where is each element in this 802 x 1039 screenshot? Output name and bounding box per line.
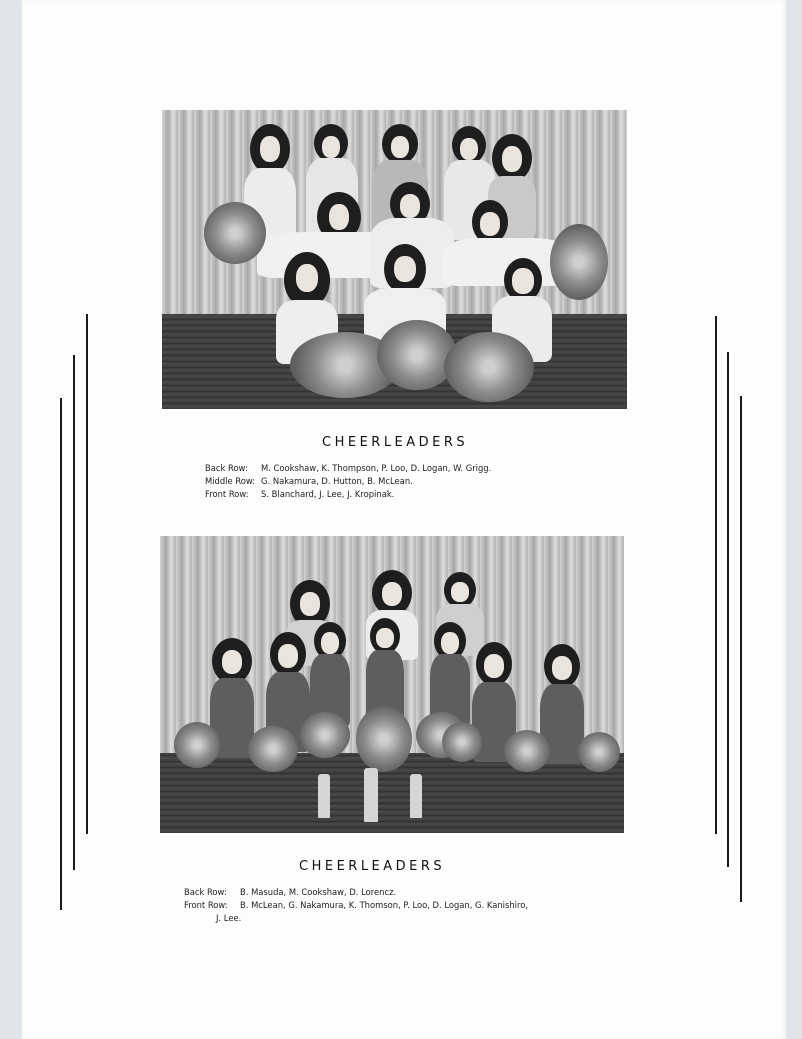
caption-front-row bbox=[205, 488, 491, 501]
caption-middle-row bbox=[205, 475, 491, 488]
trophy bbox=[318, 774, 330, 818]
caption-front-row bbox=[184, 899, 528, 912]
trophy bbox=[410, 774, 422, 818]
caption-names: S. Blanchard, J. Lee, J. Kropinak. bbox=[261, 489, 395, 499]
right-rule-2 bbox=[727, 352, 729, 867]
right-rule-3 bbox=[740, 396, 742, 902]
caption-names: B. McLean, G. Nakamura, K. Thomson, P. Loo, D. Logan, G. Kanishiro, bbox=[240, 900, 529, 910]
cheerleaders-photo-2 bbox=[160, 536, 624, 833]
caption-names: G. Nakamura, D. Hutton, B. McLean. bbox=[261, 476, 413, 486]
right-rule-1 bbox=[715, 316, 717, 834]
caption-names: J. Lee. bbox=[216, 913, 242, 923]
section-1-caption bbox=[205, 462, 491, 501]
left-rule-3 bbox=[60, 398, 62, 910]
section-1-title: CHEERLEADERS bbox=[322, 435, 469, 450]
trophy bbox=[364, 768, 378, 822]
caption-back-row bbox=[184, 886, 528, 899]
caption-label: Back Row: bbox=[205, 463, 248, 473]
caption-label: Middle Row: bbox=[205, 476, 256, 486]
caption-label: Front Row: bbox=[184, 900, 228, 910]
caption-names: M. Cookshaw, K. Thompson, P. Loo, D. Logan, W. Grigg. bbox=[261, 463, 492, 473]
section-2-title: CHEERLEADERS bbox=[299, 859, 446, 874]
left-rule-1 bbox=[86, 314, 88, 834]
caption-label: Front Row: bbox=[205, 489, 249, 499]
caption-names: B. Masuda, M. Cookshaw, D. Lorencz. bbox=[240, 887, 397, 897]
left-rule-2 bbox=[73, 355, 75, 870]
caption-back-row bbox=[205, 462, 491, 475]
section-2-caption bbox=[184, 886, 528, 925]
caption-front-row-wrap bbox=[184, 912, 528, 925]
caption-label: Back Row: bbox=[184, 887, 227, 897]
cheerleaders-photo-1 bbox=[162, 110, 627, 409]
